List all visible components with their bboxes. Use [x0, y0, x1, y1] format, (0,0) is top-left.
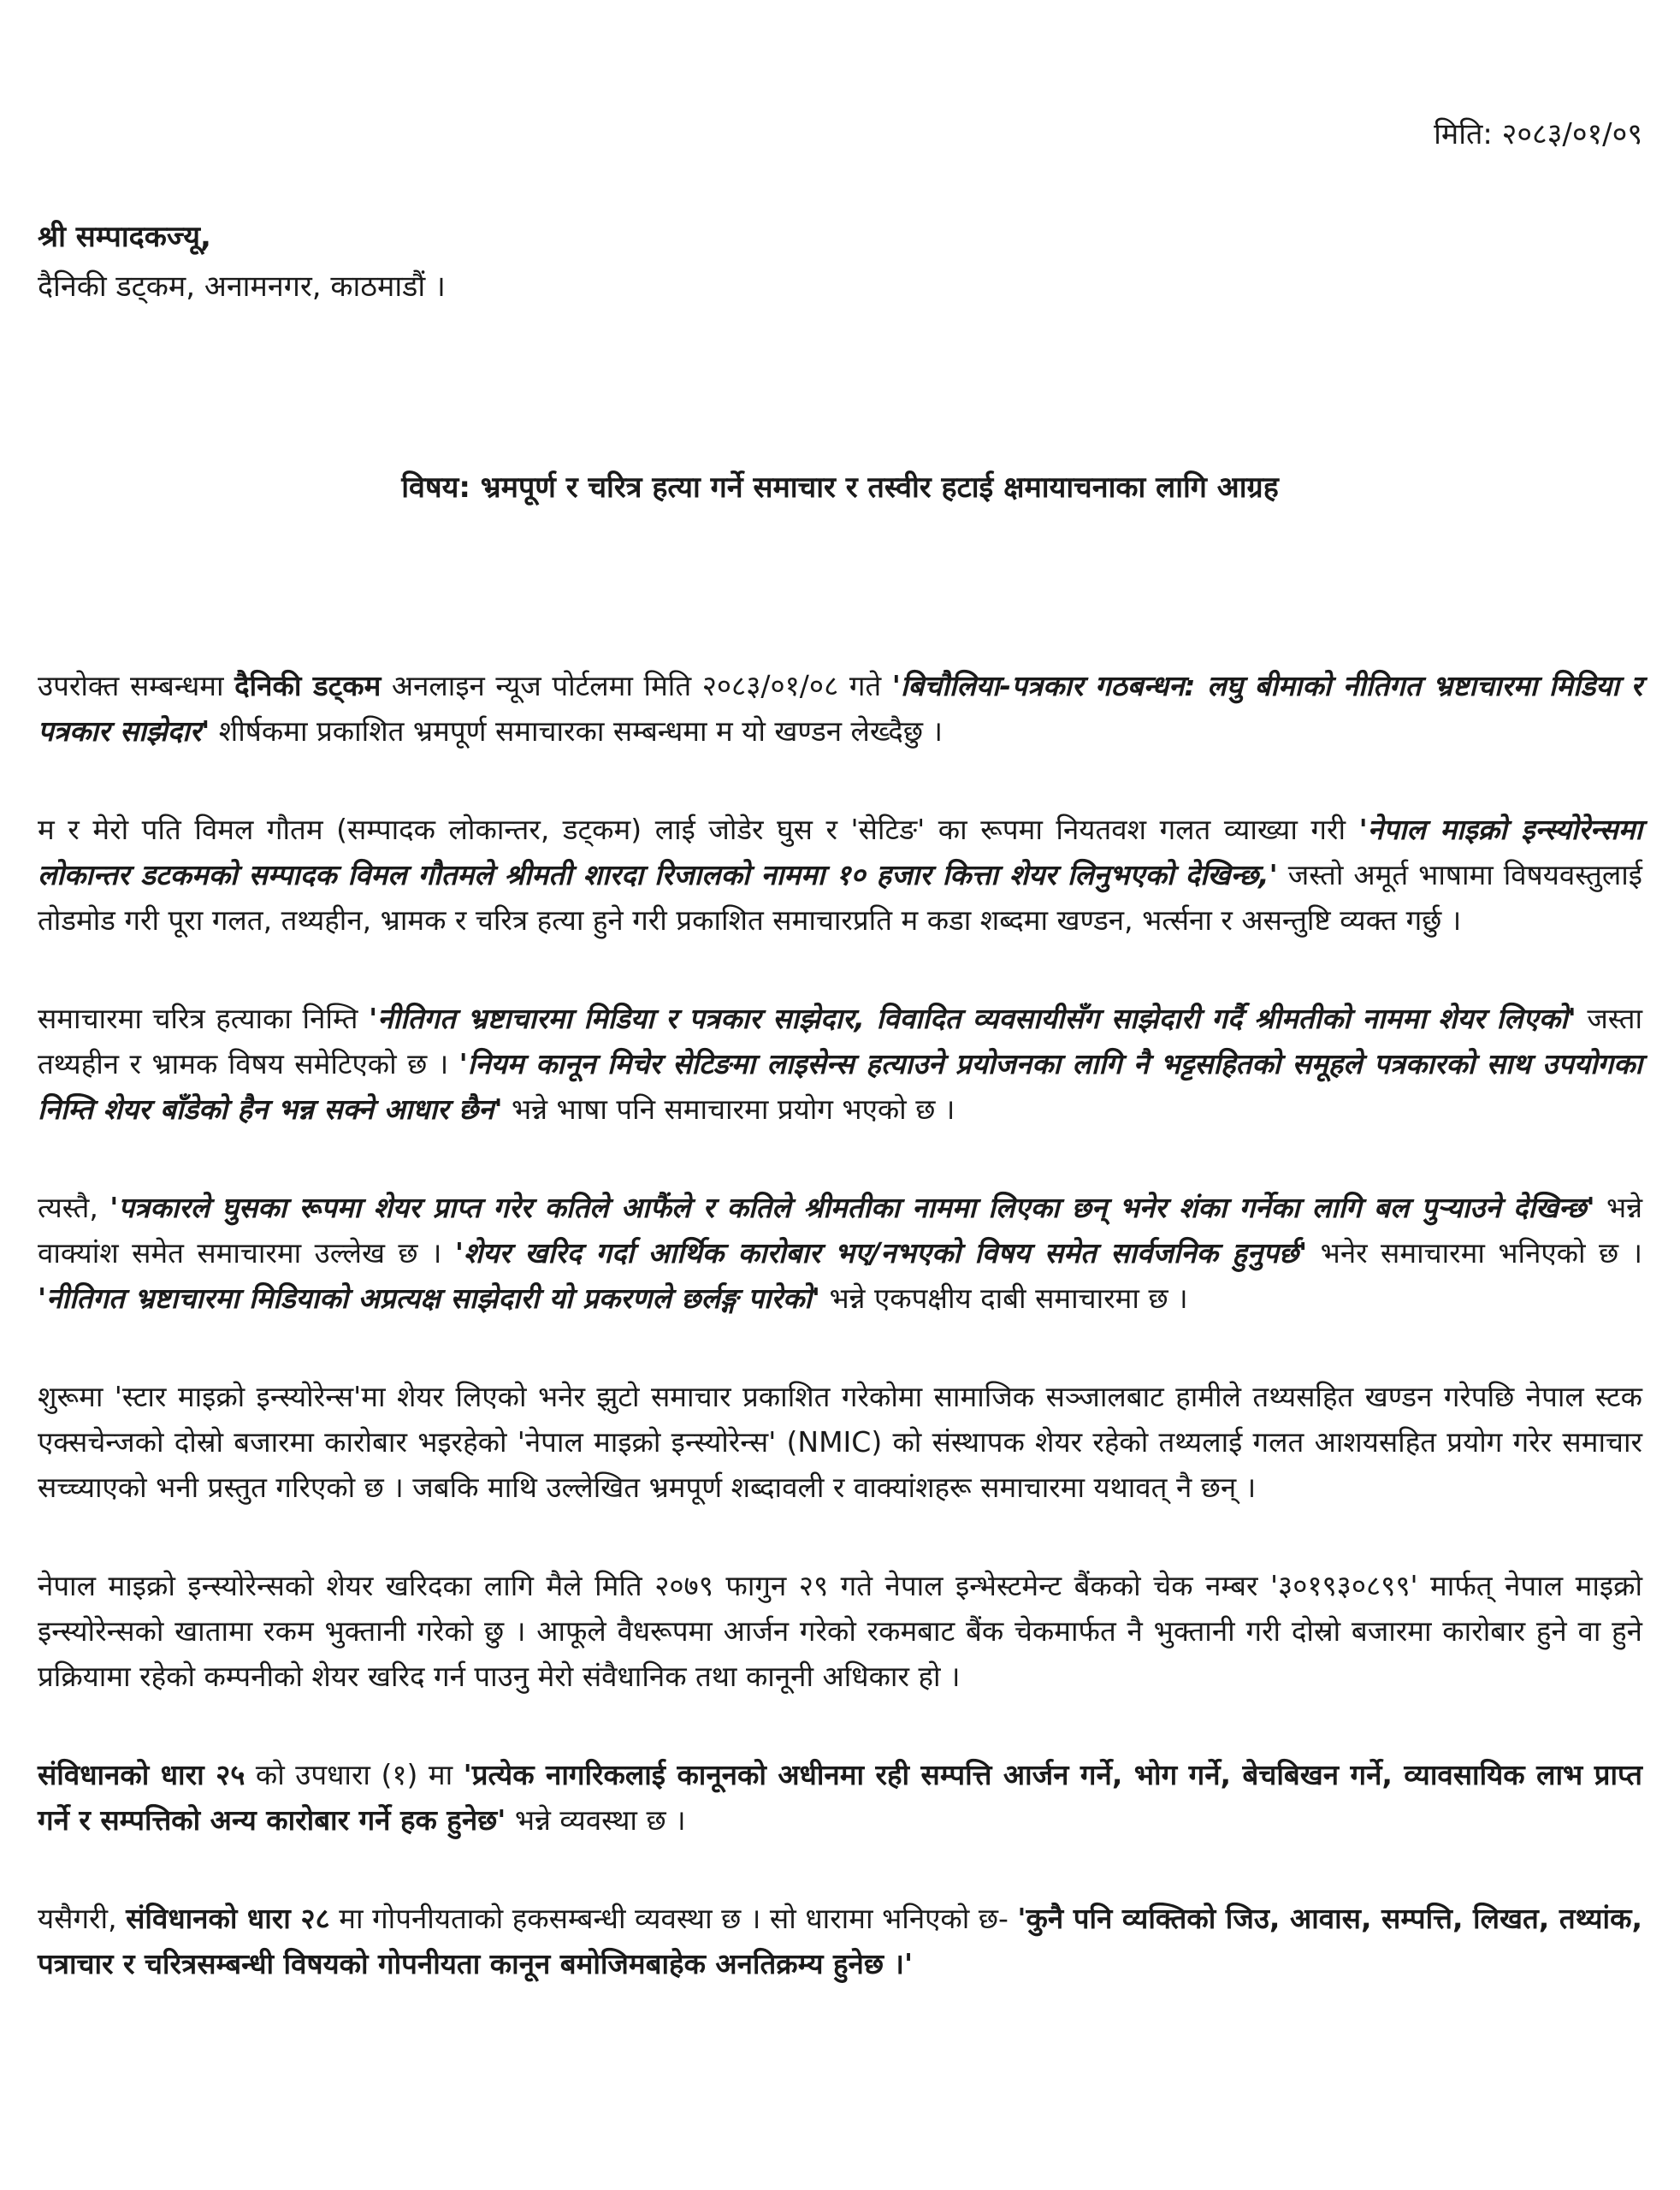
letter-subject: विषय: भ्रमपूर्ण र चरित्र हत्या गर्ने समाचार र तस्वीर हटाई क्षमायाचनाका लागि आग्रह [401, 471, 1279, 505]
paragraph-7 [38, 1752, 1642, 1843]
text-segment: भन्ने भाषा पनि समाचारमा प्रयोग भएको छ । [502, 1092, 955, 1126]
paragraph-6 [38, 1563, 1642, 1699]
text-segment: नेपाल माइक्रो इन्स्योरेन्सको शेयर खरिदका लागि मैले मिति २०७९ फागुन २९ गते नेपाल इन्भेस्टमेन्ट बैंकको चेक नम्बर '३०१९३०८९९' मार्फत् नेपाल माइक्रो इन्स्योरेन्सको खातामा रकम भुक्तानी गरेको छु । आफूले वैधरूपमा आर्जन गरेको रकमबाट बैंक चेकमार्फत नै भुक्तानी गरी दोस्रो बजारमा कारोबार हुने वा हुने प्रक्रियामा रहेको कम्पनीको शेयर खरिद गर्न पाउनु मेरो संवैधानिक तथा कानूनी अधिकार हो । [38, 1569, 1642, 1693]
letter-body [38, 663, 1642, 2039]
text-segment: त्यस्तै, [38, 1191, 110, 1224]
text-segment: जस्ता तथ्यहीन र भ्रामक विषय समेटिएको छ । [38, 1002, 1642, 1080]
paragraph-4 [38, 1185, 1642, 1321]
quoted-provision: 'कुनै पनि व्यक्तिको जिउ, आवास, सम्पत्ति, लिखत, तथ्यांक, पत्राचार र चरित्रसम्बन्धी विषयको गोपनीयता कानून बमोजिमबाहेक अनतिक्रम्य हुनेछ ।' [38, 1902, 1642, 1980]
letter-page [38, 0, 1642, 2190]
text-segment: को उपधारा (१) मा [245, 1758, 464, 1791]
text-segment: शीर्षकमा प्रकाशित भ्रमपूर्ण समाचारका सम्बन्धमा म यो खण्डन लेख्दैछु । [210, 714, 943, 748]
text-segment: मा गोपनीयताको हकसम्बन्धी व्यवस्था छ । सो धारामा भनिएको छ- [329, 1902, 1018, 1935]
paragraph-5 [38, 1374, 1642, 1510]
quoted-text: 'नेपाल माइक्रो इन्स्योरेन्समा लोकान्तर डटकमको सम्पादक विमल गौतमले श्रीमती शारदा रिजालको नाममा १० हजार कित्ता शेयर लिनुभएको देखिन्छ,' [38, 813, 1642, 891]
quoted-provision: 'प्रत्येक नागरिकलाई कानूनको अधीनमा रही सम्पत्ति आर्जन गर्ने, भोग गर्ने, बेचबिखन गर्ने, व्यावसायिक लाभ प्राप्त गर्ने र सम्पत्तिको अन्य कारोबार गर्ने हक हुनेछ' [38, 1758, 1642, 1837]
paragraph-8 [38, 1896, 1642, 1986]
text-segment: शुरूमा 'स्टार माइक्रो इन्स्योरेन्स'मा शेयर लिएको भनेर झुटो समाचार प्रकाशित गरेकोमा सामाजिक सञ्जालबाट हामीले तथ्यसहित खण्डन गरेपछि नेपाल स्टक एक्सचेन्जको दोस्रो बजारमा कारोबार भइरहेको 'नेपाल माइक्रो इन्स्योरेन्स' (NMIC) को संस्थापक शेयर रहेको तथ्यलाई गलत आशयसहित प्रयोग गरेर समाचार सच्च्याएको भनी प्रस्तुत गरिएको छ । जबकि माथि उल्लेखित भ्रमपूर्ण शब्दावली र वाक्यांशहरू समाचारमा यथावत् नै छन् । [38, 1380, 1642, 1504]
constitution-article: संविधानको धारा २५ [38, 1758, 245, 1791]
text-segment: म र मेरो पति विमल गौतम (सम्पादक लोकान्तर, डट्कम) लाई जोडेर घुस र 'सेटिङ' का रूपमा नियतवश गलत व्याख्या गरी [38, 813, 1359, 846]
text-segment: भन्ने व्यवस्था छ । [506, 1803, 686, 1837]
text-segment: उपरोक्त सम्बन्धमा [38, 669, 235, 702]
quoted-text: 'नीतिगत भ्रष्टाचारमा मिडियाको अप्रत्यक्ष साझेदारी यो प्रकरणले छर्लङ्ग पारेको' [38, 1281, 820, 1315]
recipient-block [38, 212, 446, 311]
text-segment: समाचारमा चरित्र हत्याका निम्ति [38, 1002, 370, 1035]
text-segment: अनलाइन न्यूज पोर्टलमा मिति २०८३/०१/०८ गते [381, 669, 892, 702]
text-segment: भन्ने वाक्यांश समेत समाचारमा उल्लेख छ । [38, 1191, 1643, 1270]
quoted-headline: 'बिचौलिया-पत्रकार गठबन्धन: लघु बीमाको नीतिगत भ्रष्टाचारमा मिडिया र पत्रकार साझेदार' [38, 669, 1642, 748]
paragraph-1 [38, 663, 1642, 754]
quoted-text: 'नीतिगत भ्रष्टाचारमा मिडिया र पत्रकार साझेदार, विवादित व्यवसायीसँग साझेदारी गर्दै श्रीमतीको नाममा शेयर लिएको' [369, 1002, 1576, 1035]
salutation: श्री सम्पादकज्यू, [38, 220, 211, 254]
text-segment: भन्ने एकपक्षीय दाबी समाचारमा छ । [819, 1281, 1188, 1315]
portal-name: दैनिकी डट्कम [234, 669, 382, 702]
recipient-address: दैनिकी डट्कम, अनामनगर, काठमाडौं । [38, 269, 446, 304]
constitution-article: संविधानको धारा २८ [126, 1902, 330, 1935]
quoted-text: 'शेयर खरिद गर्दा आर्थिक कारोबार भए/नभएको विषय समेत सार्वजनिक हुनुपर्छ' [454, 1236, 1308, 1270]
text-segment: भनेर समाचारमा भनिएको छ । [1307, 1236, 1642, 1270]
paragraph-3 [38, 996, 1642, 1132]
paragraph-2 [38, 807, 1642, 943]
text-segment: यसैगरी, [38, 1902, 127, 1935]
text-segment: जस्तो अमूर्त भाषामा विषयवस्तुलाई तोडमोड गरी पूरा गलत, तथ्यहीन, भ्रामक र चरित्र हत्या हुने गरी प्रकाशित समाचारप्रति म कडा शब्दमा खण्डन, भर्त्सना र असन्तुष्टि व्यक्त गर्छु । [38, 858, 1642, 937]
letter-date: मिति: २०८३/०१/०९ [1434, 117, 1642, 151]
quoted-text: 'पत्रकारले घुसका रूपमा शेयर प्राप्त गरेर कतिले आफैंले र कतिले श्रीमतीका नाममा लिएका छन् भनेर शंका गर्नेका लागि बल पुऱ्याउने देखिन्छ' [109, 1191, 1595, 1224]
quoted-text: 'नियम कानून मिचेर सेटिङमा लाइसेन्स हत्याउने प्रयोजनका लागि नै भट्टसहितको समूहले पत्रकारको साथ उपयोगका निम्ति शेयर बाँडेको हैन भन्न सक्ने आधार छैन' [38, 1047, 1642, 1126]
